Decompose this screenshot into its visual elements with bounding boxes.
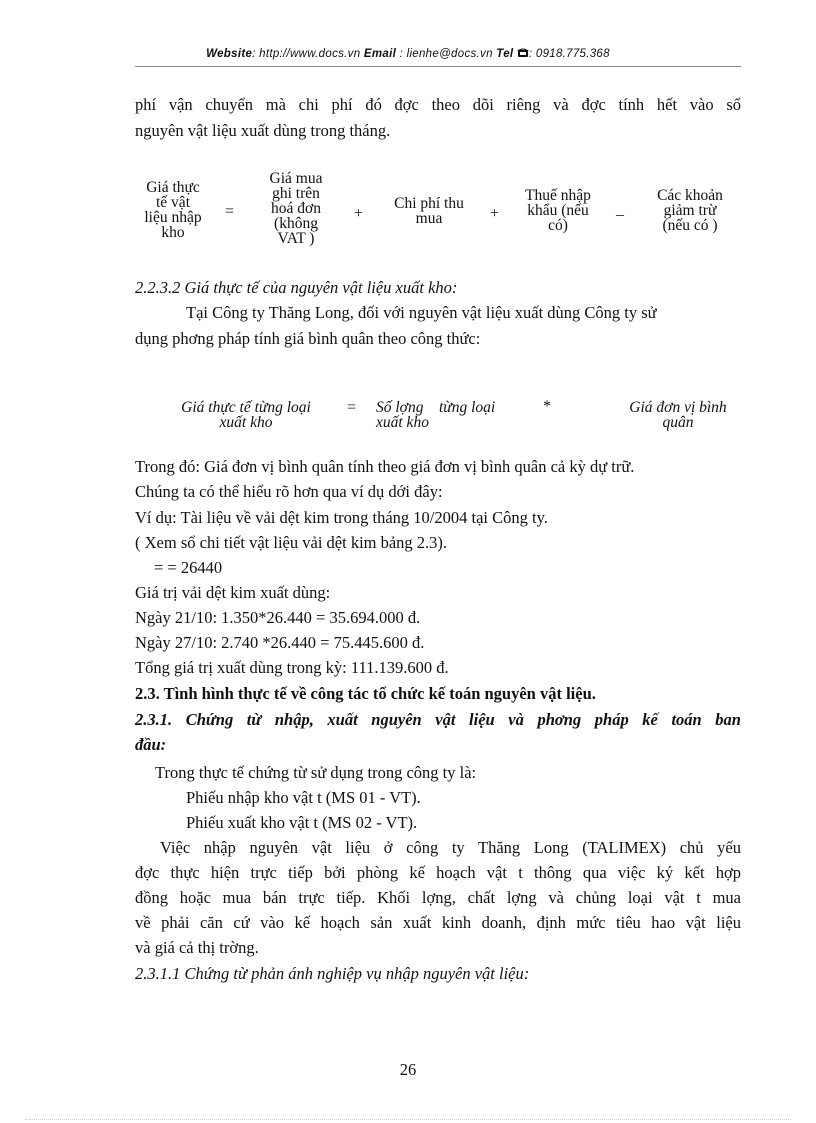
header-divider (135, 66, 741, 67)
tel-value: : 0918.775.368 (528, 48, 610, 60)
section-2232-line-2: dụng phơng pháp tính giá bình quân theo công thức: (135, 329, 481, 348)
list-item: Phiếu xuất kho vật t (MS 02 - VT). (186, 813, 418, 832)
phone-icon (517, 47, 529, 61)
section-heading-2232: 2.2.3.2 Giá thực tế của nguyên vật liệu xuất kho: (135, 278, 458, 297)
body-line-6: Giá trị vải dệt kim xuất dùng: (135, 583, 331, 602)
formula1-purchase-expense: Chi phí thu mua (394, 195, 464, 227)
formula1-plus-1: + (354, 205, 364, 222)
body-line-4: ( Xem sổ chi tiết vật liệu vải dệt kim bảng 2.3). (135, 533, 448, 552)
section-23-para2-line-4: về phải căn cứ vào kế hoạch sản xuất kinh doanh, định mức tiêu hao vật liệu (135, 913, 741, 932)
list-item: Phiếu nhập kho vật t (MS 01 - VT). (186, 788, 421, 807)
intro-line-2: nguyên vật liệu xuất dùng trong tháng. (135, 121, 391, 140)
page-number: 26 (399, 1060, 417, 1079)
website-value: : http://www.docs.vn (252, 48, 361, 60)
tel-label: Tel (496, 48, 514, 60)
footer-divider (25, 1119, 791, 1120)
formula1-plus-2: + (490, 205, 500, 222)
body-line-8: Ngày 27/10: 2.740 *26.440 = 75.445.600 đ. (135, 633, 425, 652)
body-line-3: Ví dụ: Tài liệu về vải dệt kim trong tháng 10/2004 tại Công ty. (135, 508, 548, 527)
section-heading-2311: 2.3.1.1 Chứng từ phản ánh nghiệp vụ nhập nguyên vật liệu: (135, 964, 530, 983)
section-heading-231-line-2: đầu: (135, 735, 167, 754)
body-line-1: Trong đó: Giá đơn vị bình quân tính theo giá đơn vị bình quân cả kỳ dự trữ. (135, 457, 635, 476)
formula1-equals: = (225, 203, 235, 220)
section-23-para2-line-3: đồng hoặc mua bán trực tiếp. Khối lợng, chất lợng và chủng loại vật t mua (135, 888, 741, 907)
section-23-para2-line-2: đợc thực hiện trực tiếp bởi phòng kế hoạch vật t thông qua việc ký kết hợp (135, 863, 741, 882)
section-2232-line-1: Tại Công ty Thăng Long, đối với nguyên vật liệu xuất dùng Công ty sử (186, 303, 657, 322)
body-line-7: Ngày 21/10: 1.350*26.440 = 35.694.000 đ. (135, 608, 421, 627)
section-23-para2-line-1: Việc nhập nguyên vật liệu ở công ty Thăng Long (TALIMEX) chủ yếu (160, 838, 741, 857)
formula2-quantity: Số lợng từng loại xuất kho (376, 399, 496, 431)
intro-line-1: phí vận chuyển mà chi phí đó đợc theo dõi riêng và đợc tính hết vào sổ (135, 95, 741, 114)
formula2-lhs: Giá thực tế từng loại xuất kho (181, 399, 311, 431)
formula2-multiply: * (543, 398, 551, 415)
formula2-rhs: Giá đơn vị bình quân (629, 399, 727, 431)
page-header (0, 47, 816, 61)
body-line-5: = = 26440 (154, 558, 223, 577)
formula2-equals: = (347, 399, 357, 416)
email-label: Email (363, 48, 397, 60)
section-23-para2-line-5: và giá cả thị trờng. (135, 938, 259, 957)
formula1-minus: _ (616, 201, 624, 218)
formula1-deductions: Các khoản giảm trừ (nếu có ) (657, 187, 723, 234)
website-label: Website (206, 48, 253, 60)
section-heading-23: 2.3. Tình hình thực tế về công tác tổ chức kế toán nguyên vật liệu. (135, 684, 596, 703)
formula1-lhs: Giá thực tế vật liệu nhập kho (144, 179, 202, 241)
email-value: : lienhe@docs.vn (399, 48, 493, 60)
formula1-purchase-price: Giá mua ghi trên hoá đơn (không VAT ) (269, 170, 323, 247)
section-heading-231-line-1: 2.3.1. Chứng từ nhập, xuất nguyên vật liệu và phơng pháp kế toán ban (135, 710, 741, 729)
formula1-import-tax: Thuế nhập khẩu (nếu có) (525, 187, 591, 234)
body-line-9: Tổng giá trị xuất dùng trong kỳ: 111.139.600 đ. (135, 658, 449, 677)
body-line-2: Chúng ta có thể hiểu rõ hơn qua ví dụ dới đây: (135, 482, 443, 501)
section-23-paragraph-1: Trong thực tế chứng từ sử dụng trong công ty là: (155, 763, 477, 782)
